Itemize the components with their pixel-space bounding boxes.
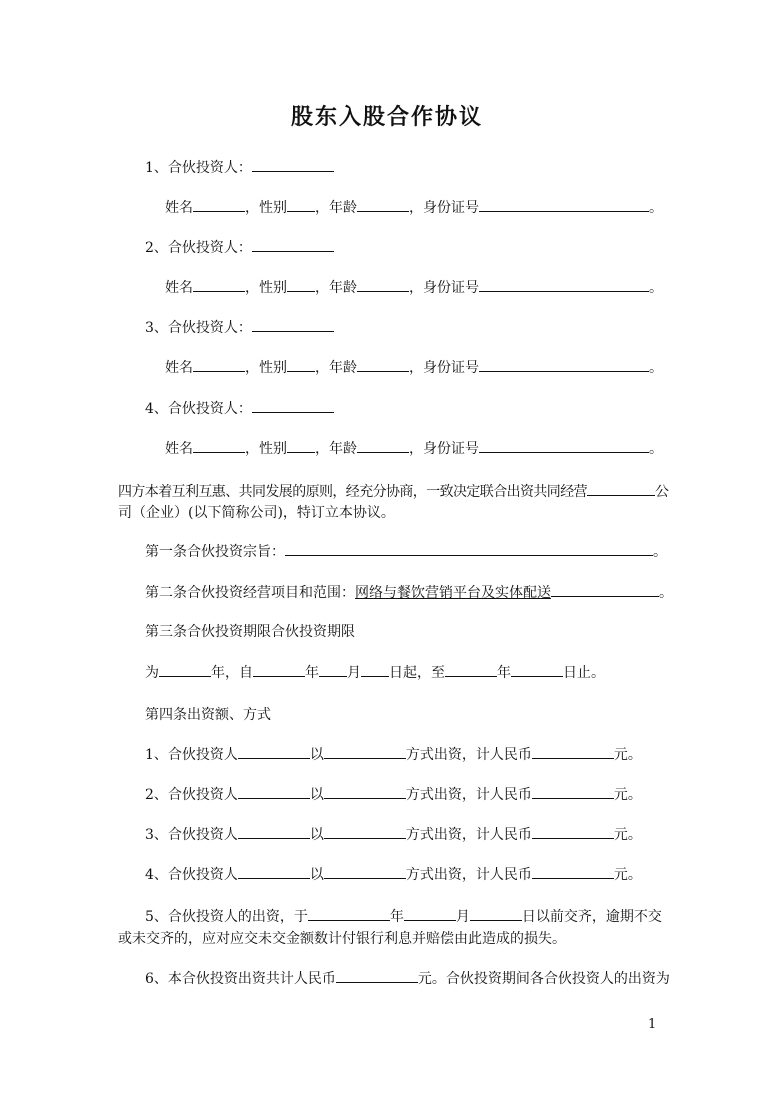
row-text: 元。: [613, 747, 642, 763]
article-3-heading: 第三条合伙投资期限合伙投资期限: [145, 624, 355, 640]
contribution-row-2: [145, 784, 642, 805]
investor-3-line: [145, 317, 334, 338]
period: 。: [659, 585, 673, 601]
investor-number: 3、: [145, 320, 168, 336]
investor-number: 2、: [145, 240, 168, 256]
row-number: 2、: [145, 787, 168, 803]
clause-5-line-1: [145, 906, 662, 927]
blank-line: [285, 541, 653, 556]
blank-line: [253, 662, 305, 677]
blank-line: [238, 824, 310, 839]
blank-line: [252, 237, 334, 252]
blank-line: [193, 357, 245, 372]
blank-line: [357, 357, 409, 372]
blank-line: [287, 197, 315, 212]
blank-line: [238, 864, 310, 879]
blank-line: [252, 317, 334, 332]
blank-line: [238, 784, 310, 799]
clause-text: 6、本合伙投资出资共计人民币: [145, 971, 336, 987]
term-text: 日起，至: [389, 665, 445, 681]
id-label: ，身份证号: [409, 441, 479, 457]
row-text: 以: [309, 747, 324, 763]
contribution-row-3: [145, 824, 642, 845]
row-text: 方式出资，计人民币: [405, 747, 532, 763]
blank-line: [287, 277, 315, 292]
row-text: 元。: [613, 827, 642, 843]
row-label: 合伙投资人: [167, 867, 238, 883]
article-2-label: 第二条合伙投资经营项目和范围：: [145, 585, 355, 601]
period: 。: [649, 200, 663, 216]
row-text: 方式出资，计人民币: [405, 827, 532, 843]
term-text: 年: [497, 665, 511, 681]
investor-3-details: [165, 357, 663, 378]
period: 。: [649, 360, 663, 376]
gender-label: ，性别: [245, 200, 287, 216]
period: 。: [649, 280, 663, 296]
clause-5-line-2: 或未交齐的，应对应交未交金额数计付银行利息并赔偿由此造成的损失。: [118, 931, 566, 947]
business-scope-value: 网络与餐饮营销平台及实体配送: [355, 585, 551, 601]
blank-line: [551, 582, 659, 597]
blank-line: [479, 357, 649, 372]
blank-line: [587, 481, 655, 496]
id-label: ，身份证号: [409, 360, 479, 376]
id-label: ，身份证号: [409, 280, 479, 296]
intro-text: 四方本着互利互惠、共同发展的原则，经充分协商，一致决定联合出资共同经营: [118, 484, 587, 500]
investor-4-line: [145, 398, 334, 419]
investor-label: 合伙投资人：: [167, 320, 252, 336]
blank-line: [336, 968, 418, 983]
clause-text: 月: [455, 909, 470, 925]
age-label: ，年龄: [315, 360, 357, 376]
blank-line: [357, 197, 409, 212]
clause-text: 年: [389, 909, 404, 925]
row-text: 方式出资，计人民币: [405, 787, 532, 803]
id-label: ，身份证号: [409, 200, 479, 216]
blank-line: [479, 277, 649, 292]
row-label: 合伙投资人: [167, 827, 238, 843]
article-1-label: 第一条合伙投资宗旨：: [145, 544, 285, 560]
blank-line: [361, 662, 389, 677]
intro-text-end: 公: [655, 484, 669, 500]
contribution-row-1: [145, 744, 642, 765]
age-label: ，年龄: [315, 441, 357, 457]
document-title: 股东入股合作协议: [290, 104, 483, 130]
intro-line-2: [118, 503, 395, 523]
blank-line: [445, 662, 497, 677]
row-number: 3、: [145, 827, 168, 843]
row-number: 4、: [145, 867, 168, 883]
clause-text: 5、合伙投资人的出资，于: [145, 909, 308, 925]
blank-line: [532, 744, 614, 759]
blank-line: [532, 784, 614, 799]
blank-line: [252, 398, 334, 413]
name-label: 姓名: [165, 441, 193, 457]
blank-line: [479, 438, 649, 453]
article-1: [145, 541, 667, 562]
investor-2-line: [145, 237, 334, 258]
intro-line-1: [118, 481, 668, 502]
blank-line: [357, 438, 409, 453]
article-2: [145, 582, 673, 603]
term-text: 为: [145, 665, 159, 681]
contribution-row-4: [145, 864, 642, 885]
period: 。: [653, 544, 667, 560]
blank-line: [324, 744, 406, 759]
investor-label: 合伙投资人：: [167, 160, 252, 176]
clause-6: [145, 968, 670, 989]
blank-line: [287, 357, 315, 372]
blank-line: [252, 157, 334, 172]
investor-number: 4、: [145, 401, 168, 417]
gender-label: ，性别: [245, 441, 287, 457]
name-label: 姓名: [165, 280, 193, 296]
row-text: 以: [309, 787, 324, 803]
blank-line: [319, 662, 347, 677]
gender-label: ，性别: [245, 280, 287, 296]
age-label: ，年龄: [315, 280, 357, 296]
blank-line: [479, 197, 649, 212]
investor-label: 合伙投资人：: [167, 240, 252, 256]
blank-line: [511, 662, 563, 677]
blank-line: [287, 438, 315, 453]
blank-line: [193, 277, 245, 292]
term-text: 日止。: [563, 665, 605, 681]
blank-line: [193, 197, 245, 212]
gender-label: ，性别: [245, 360, 287, 376]
row-text: 以: [309, 827, 324, 843]
blank-line: [532, 864, 614, 879]
name-label: 姓名: [165, 360, 193, 376]
investor-1-details: [165, 197, 663, 218]
row-text: 元。: [613, 787, 642, 803]
term-text: 年，自: [211, 665, 253, 681]
blank-line: [324, 824, 406, 839]
intro-text: 司（企业）(以下简称公司)，特订立本协议。: [118, 505, 395, 521]
row-text: 以: [309, 867, 324, 883]
blank-line: [193, 438, 245, 453]
blank-line: [308, 906, 390, 921]
term-text: 月: [347, 665, 361, 681]
period: 。: [649, 441, 663, 457]
clause-text: 元。合伙投资期间各合伙投资人的出资为: [417, 971, 670, 987]
name-label: 姓名: [165, 200, 193, 216]
article-4-heading: 第四条出资额、方式: [145, 707, 271, 723]
row-text: 元。: [613, 867, 642, 883]
blank-line: [357, 277, 409, 292]
age-label: ，年龄: [315, 200, 357, 216]
page-number: 1: [648, 1017, 657, 1032]
blank-line: [532, 824, 614, 839]
blank-line: [238, 744, 310, 759]
blank-line: [324, 864, 406, 879]
investor-2-details: [165, 277, 663, 298]
investor-1-line: [145, 157, 334, 178]
row-label: 合伙投资人: [167, 747, 238, 763]
investor-number: 1、: [145, 160, 168, 176]
row-text: 方式出资，计人民币: [405, 867, 532, 883]
investor-4-details: [165, 438, 663, 459]
row-number: 1、: [145, 747, 168, 763]
clause-text: 日以前交齐，逾期不交: [521, 909, 662, 925]
blank-line: [159, 662, 211, 677]
term-text: 年: [305, 665, 319, 681]
row-label: 合伙投资人: [167, 787, 238, 803]
blank-line: [404, 906, 456, 921]
investor-label: 合伙投资人：: [167, 401, 252, 417]
blank-line: [470, 906, 522, 921]
article-3-term: [145, 662, 605, 683]
blank-line: [324, 784, 406, 799]
